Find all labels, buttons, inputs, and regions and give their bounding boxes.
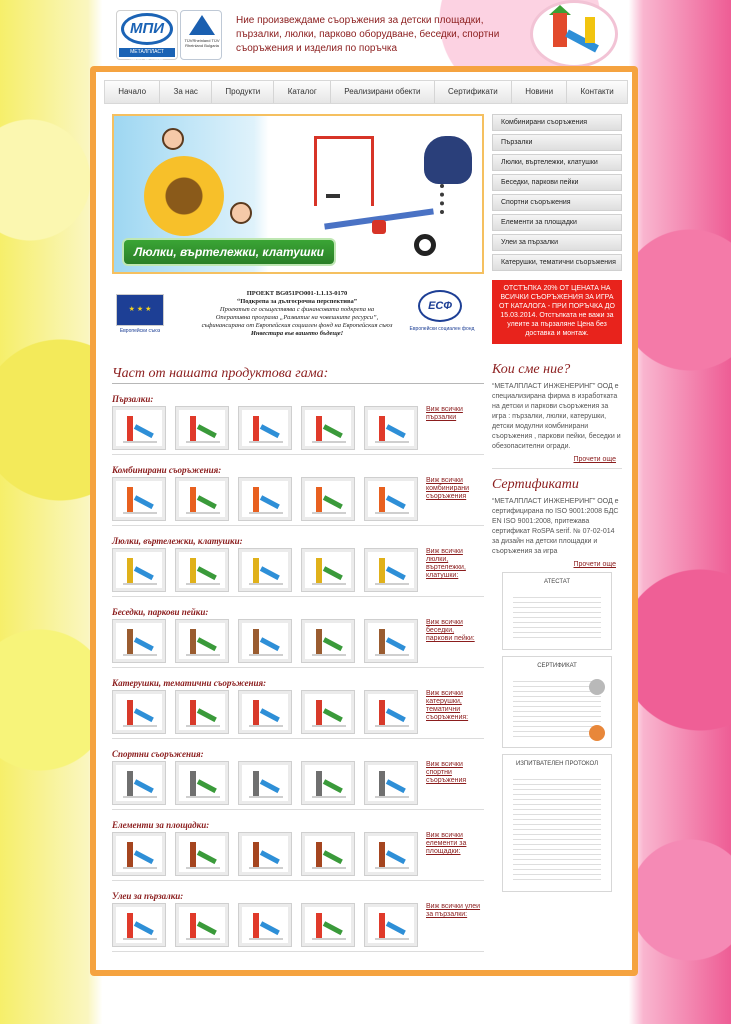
product-thumbnail[interactable]: [175, 761, 229, 805]
product-thumbnail[interactable]: [112, 903, 166, 947]
product-thumbnail[interactable]: [364, 903, 418, 947]
product-thumbnail[interactable]: [238, 903, 292, 947]
product-thumbnail[interactable]: [364, 690, 418, 734]
category-link-slides[interactable]: Пързалки: [492, 134, 622, 151]
divider: [112, 951, 484, 952]
certificate-heading: ИЗПИТВАТЕЛЕН ПРОТОКОЛ: [515, 761, 599, 767]
seal-icon: [589, 725, 605, 741]
product-thumbnail[interactable]: [301, 690, 355, 734]
swing-seat: [326, 194, 340, 198]
product-thumbnail[interactable]: [301, 477, 355, 521]
divider: [112, 809, 484, 810]
tuv-triangle-icon: [189, 15, 215, 35]
category-link-gazebos[interactable]: Беседки, паркови пейки: [492, 174, 622, 191]
product-thumbnails: [112, 690, 427, 734]
sunflower-illustration: [144, 156, 224, 236]
product-thumbnail[interactable]: [175, 406, 229, 450]
divider: [112, 454, 484, 455]
certificates-read-more-link[interactable]: Прочети още: [573, 561, 616, 568]
product-category: [112, 820, 484, 884]
spring-icon: [440, 184, 450, 214]
divider: [492, 468, 622, 469]
seesaw-base: [372, 220, 386, 234]
category-link-elements[interactable]: Елементи за площадки: [492, 214, 622, 231]
product-thumbnail[interactable]: [364, 832, 418, 876]
product-thumbnails: [112, 406, 427, 450]
product-thumbnails: [112, 832, 427, 876]
logo-caption: МЕТАЛПЛАСТ ИНЖЕНЕРИНГ: [119, 48, 175, 57]
product-thumbnail[interactable]: [301, 406, 355, 450]
product-thumbnail[interactable]: [238, 690, 292, 734]
content-area: [96, 72, 632, 970]
esf-caption: Европейски социален фонд: [409, 326, 475, 332]
see-all-link[interactable]: Виж всички пързалки: [426, 406, 463, 421]
promo-banner[interactable]: ОТСТЪПКА 20% ОТ ЦЕНАТА НА ВСИЧКИ СЪОРЪЖЕНИЯ ЗА ИГРА ОТ КАТАЛОГА - ПРИ ПОРЪЧКА ДО 15.03.2014. Отстъпката не важи за улеите за пързаляне Цена без доставка и монтаж.: [492, 280, 622, 344]
see-all-link[interactable]: Виж всички улеи за пързалки:: [426, 903, 481, 918]
product-category: [112, 536, 484, 600]
certificates-text: “МЕТАЛПЛАСТ ИНЖЕНЕРИНГ” ООД е сертифицирана по ISO 9001:2008 БДС EN ISO 9001:2008, притежава сертификат RoSPA serif. № 07-02-014 за дизайн на детски площадки и съоръжения за игра: [492, 498, 619, 555]
nav-products[interactable]: Продукти: [212, 81, 274, 103]
main-panel: [90, 66, 638, 976]
nav-contacts[interactable]: Контакти: [580, 87, 614, 96]
site-header: [0, 0, 731, 70]
playground-hero-icon: [530, 0, 618, 68]
product-thumbnail[interactable]: [175, 477, 229, 521]
product-thumbnail[interactable]: [301, 619, 355, 663]
category-link-sports[interactable]: Спортни съоръжения: [492, 194, 622, 211]
about-text: “МЕТАЛПЛАСТ ИНЖЕНЕРИНГ” ООД е специализирана фирма в изработката на детски и паркови съоръжения за игра : пързалки, люлки, катерушки, детски модулни комбинирани съоръжения , паркови пейки, беседки и обезопасителни огради.: [492, 383, 621, 450]
product-category: [112, 749, 484, 813]
nav-about[interactable]: За нас: [160, 81, 212, 103]
esf-logo: ЕСФ: [418, 290, 462, 322]
see-all-link[interactable]: Виж всички комбинирани съоръжения: [426, 477, 470, 500]
category-link-combined[interactable]: Комбинирани съоръжения: [492, 114, 622, 131]
product-thumbnail[interactable]: [112, 548, 166, 592]
hero-banner[interactable]: [112, 114, 484, 274]
certificate-test-protocol[interactable]: [502, 754, 612, 892]
nav-news[interactable]: Новини: [512, 81, 567, 103]
project-line: Оперативна програма „Развитие на човешките ресурси”,: [215, 314, 379, 321]
company-logo[interactable]: [116, 10, 178, 64]
product-category: [112, 891, 484, 955]
tuv-certification-logo: [180, 10, 222, 60]
divider: [112, 596, 484, 597]
product-thumbnails: [112, 903, 427, 947]
certificates-title: Сертификати: [492, 477, 579, 492]
nav-certificates[interactable]: Сертификати: [435, 81, 512, 103]
swing-illustration: [314, 136, 374, 206]
product-thumbnail[interactable]: [112, 406, 166, 450]
product-thumbnail[interactable]: [364, 406, 418, 450]
right-column: [492, 362, 622, 898]
tuv-text: TÜVRheinland TÜV Rheinland Bulgaria: [184, 38, 220, 48]
about-title: Кои сме ние?: [492, 362, 571, 377]
logo-mark: МПИ: [121, 13, 173, 45]
nav-projects[interactable]: Реализирани обекти: [331, 81, 435, 103]
product-category-title: Люлки, въртележки, клатушки:: [112, 536, 243, 546]
product-thumbnail[interactable]: [238, 761, 292, 805]
project-code: ПРОЕКТ BG051PO001-1.1.13-0170: [246, 290, 348, 297]
product-thumbnail[interactable]: [112, 477, 166, 521]
product-thumbnail[interactable]: [301, 548, 355, 592]
product-thumbnail[interactable]: [238, 548, 292, 592]
product-thumbnail[interactable]: [301, 761, 355, 805]
category-link-chutes[interactable]: Улеи за пързалки: [492, 234, 622, 251]
certificate-iso[interactable]: [502, 656, 612, 748]
divider: [112, 738, 484, 739]
product-thumbnail[interactable]: [175, 619, 229, 663]
product-thumbnail[interactable]: [364, 548, 418, 592]
product-thumbnail[interactable]: [112, 619, 166, 663]
child-illustration: [162, 128, 184, 150]
project-name: “Подкрепа за дългосрочна перспектива”: [236, 298, 358, 305]
divider: [112, 667, 484, 668]
product-category-title: Спортни съоръжения:: [112, 749, 204, 759]
product-category-title: Катерушки, тематични съоръжения:: [112, 678, 267, 688]
product-category: [112, 607, 484, 671]
product-thumbnail[interactable]: [238, 477, 292, 521]
products-section-title: Част от нашата продуктова гама:: [112, 366, 484, 384]
child-illustration: [230, 202, 252, 224]
seal-icon: [589, 679, 605, 695]
header-tagline: Ние произвеждаме съоръжения за детски площадки, пързалки, люлки, парково оборудване, беседки, спортни съоръжения и изделия по поръчка: [236, 15, 500, 54]
product-thumbnail[interactable]: [364, 477, 418, 521]
nav-home[interactable]: Начало: [105, 81, 160, 103]
product-thumbnail[interactable]: [175, 832, 229, 876]
product-thumbnails: [112, 761, 427, 805]
product-category-title: Беседки, паркови пейки:: [112, 607, 209, 617]
divider: [112, 880, 484, 881]
product-thumbnail[interactable]: [112, 761, 166, 805]
elephant-rocker-illustration: [424, 136, 472, 184]
eu-flag-icon: [116, 294, 164, 326]
product-thumbnail[interactable]: [175, 903, 229, 947]
product-thumbnail[interactable]: [364, 761, 418, 805]
product-thumbnail[interactable]: [238, 832, 292, 876]
product-thumbnail[interactable]: [175, 548, 229, 592]
certificate-heading: АТЕСТАТ: [544, 579, 570, 585]
product-thumbnails: [112, 548, 427, 592]
category-link-climbers[interactable]: Катерушки, тематични съоръжения: [492, 254, 622, 271]
certificate-heading: СЕРТИФИКАТ: [537, 663, 577, 669]
product-category: [112, 465, 484, 529]
certificate-attestat[interactable]: [502, 572, 612, 650]
see-all-link[interactable]: Виж всички катерушки, тематични съоръжения:: [426, 690, 469, 721]
see-all-link[interactable]: Виж всички люлки, въртележки, клатушки:: [426, 548, 466, 579]
eu-caption: Европейски съюз: [119, 328, 161, 334]
product-category: [112, 678, 484, 742]
product-thumbnail[interactable]: [112, 832, 166, 876]
product-thumbnails: [112, 477, 427, 521]
product-thumbnail[interactable]: [175, 690, 229, 734]
product-thumbnail[interactable]: [238, 619, 292, 663]
product-thumbnails: [112, 619, 427, 663]
product-category-title: Улеи за пързалки:: [112, 891, 184, 901]
category-link-swings[interactable]: Люлки, въртележки, клатушки: [492, 154, 622, 171]
project-description: [182, 290, 412, 338]
product-category: [112, 394, 484, 458]
product-thumbnail[interactable]: [364, 619, 418, 663]
about-read-more-link[interactable]: Прочети още: [573, 456, 616, 463]
product-category-title: Комбинирани съоръжения:: [112, 465, 222, 475]
project-motto: Инвестира във вашето бъдеще!: [250, 330, 344, 337]
project-line: съфинансирана от Европейския социален фонд на Европейския съюз: [201, 322, 393, 329]
main-navigation: [104, 80, 628, 104]
nav-catalog[interactable]: Каталог: [274, 81, 331, 103]
see-all-link[interactable]: Виж всички елементи за площадки:: [426, 832, 467, 855]
product-category-title: Елементи за площадки:: [112, 820, 210, 830]
product-thumbnail[interactable]: [301, 832, 355, 876]
see-all-link[interactable]: Виж всички спортни съоръжения: [426, 761, 467, 784]
category-menu: [492, 114, 622, 274]
banner-label[interactable]: Люлки, въртележки, клатушки: [124, 240, 334, 264]
product-category-title: Пързалки:: [112, 394, 154, 404]
see-all-link[interactable]: Виж всички беседки, паркови пейки:: [426, 619, 475, 642]
project-line: Проектът се осъществява с финансовата подкрепа на: [219, 306, 375, 313]
eu-project-block: [112, 286, 484, 342]
product-thumbnail[interactable]: [238, 406, 292, 450]
divider: [112, 525, 484, 526]
product-thumbnail[interactable]: [301, 903, 355, 947]
tire-swing-illustration: [414, 234, 436, 256]
product-thumbnail[interactable]: [112, 690, 166, 734]
